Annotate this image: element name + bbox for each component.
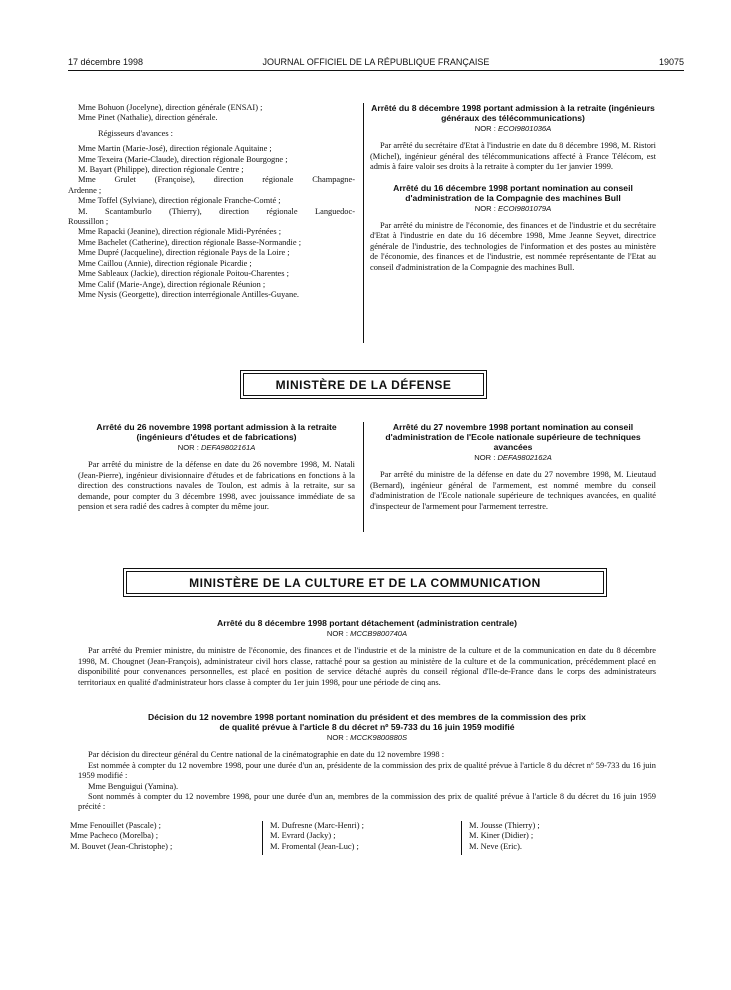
member-item: M. Dufresne (Marc-Henri) ; (270, 821, 364, 830)
nor-label: NOR : (326, 733, 348, 742)
list-item: Mme Bohuon (Jocelyne), direction générale (ENSAI) ; (78, 103, 263, 112)
arrete-title: Arrêté du 26 novembre 1998 portant admission à la retraite (ingénieurs d'études et de fabrications) (96, 422, 337, 442)
nor-code: ECOI9801036A (498, 124, 552, 133)
list-item: M. Bayart (Philippe), direction régionale Centre ; (78, 165, 244, 175)
list-item: Mme Nysis (Georgette), direction interrégionale Antilles-Guyane. (78, 289, 300, 299)
nor-label: NOR : (474, 453, 496, 462)
decision-title-line2: de qualité prévue à l'article 8 du décret nº 59-733 du 16 juin 1959 modifié (219, 722, 515, 732)
column-divider (262, 821, 263, 855)
nor-code: ECOI9801079A (498, 203, 552, 213)
nor-label: NOR : (474, 203, 496, 213)
header-page-number: 19075 (658, 57, 684, 67)
member-item: M. Evrard (Jacky) ; (270, 831, 336, 841)
defense-right (370, 422, 656, 512)
arrete-title: Arrêté du 27 novembre 1998 portant nomination au conseil d'administration de l'Ecole nationale supérieure de techniques avancées (385, 422, 641, 452)
arrete-body: Par arrêté du secrétaire d'Etat à l'industrie en date du 8 décembre 1998, M. Ristori (Michel), ingénieur général des télécommunications affecté à France Télécom, est admis à faire valoir ses droits à la retraite à compter du 1er janvier 1999. (370, 141, 656, 172)
page-header (68, 57, 684, 71)
ministry-heading-box (123, 568, 607, 597)
list-item: Roussillon ; (68, 217, 109, 227)
list-item: M. Scantamburlo (Thierry), direction régionale Languedoc- (78, 206, 355, 216)
header-journal-title: JOURNAL OFFICIEL DE LA RÉPUBLIQUE FRANÇAISE (262, 57, 490, 67)
members-column-3 (469, 821, 654, 852)
decision-paragraph: Mme Benguigui (Yamina). (88, 781, 179, 791)
nor-reference (78, 629, 656, 639)
column-divider (363, 422, 364, 532)
list-item: Mme Bachelet (Catherine), direction régionale Basse-Normandie ; (78, 237, 302, 247)
defense-left (78, 422, 355, 512)
nor-code: MCCK9800880S (350, 733, 408, 742)
member-item: M. Fromental (Jean-Luc) ; (270, 841, 359, 851)
list-item: Mme Toffel (Sylviane), direction régionale Franche-Comté ; (78, 196, 281, 206)
decision-paragraph: Par décision du directeur général du Centre national de la cinématographie en date du 12 novembre 1998 : (88, 750, 445, 760)
member-item: Mme Fenouillet (Pascale) ; (70, 821, 161, 830)
arrete-title: Arrêté du 8 décembre 1998 portant admission à la retraite (ingénieurs généraux des télécommunications) (371, 103, 655, 123)
nor-reference (78, 733, 656, 743)
header-date: 17 décembre 1998 (68, 57, 144, 67)
member-item: M. Neve (Eric). (469, 841, 523, 851)
ministry-heading: MINISTÈRE DE LA DÉFENSE (275, 377, 452, 392)
list-item: Mme Martin (Marie-José), direction régionale Aquitaine ; (78, 144, 272, 154)
nor-reference (78, 443, 355, 453)
list-item: Mme Pinet (Nathalie), direction générale. (78, 113, 218, 123)
arrete-body: Par arrêté du ministre de la défense en date du 27 novembre 1998, M. Lieutaud (Bernard), ingénieur général de l'armement, est nommé membre du conseil d'administration de l'Ecole nationale supérieure de techniques avancées, en qualité d'inspecteur de l'armement pour l'armement terrestre. (370, 470, 656, 511)
decision-title-line1: Décision du 12 novembre 1998 portant nomination du président et des membres de la commission des prix (148, 712, 586, 722)
member-item: M. Bouvet (Jean-Christophe) ; (70, 841, 173, 851)
list-item: Mme Calif (Marie-Ange), direction régionale Réunion ; (78, 279, 266, 289)
nor-label: NOR : (326, 629, 348, 638)
list-item: Mme Rapacki (Jeanine), direction régionale Midi-Pyrénées ; (78, 227, 282, 237)
list-item: Mme Sableaux (Jackie), direction régionale Poitou-Charentes ; (78, 269, 289, 279)
nor-code: MCCB9800740A (350, 629, 408, 638)
header-rule (68, 70, 684, 71)
ministry-heading: MINISTÈRE DE LA CULTURE ET DE LA COMMUNICATION (189, 575, 541, 590)
list-item: Mme Texeira (Marie-Claude), direction régionale Bourgogne ; (78, 154, 288, 164)
list-item: Ardenne ; (68, 185, 102, 195)
member-item: Mme Pacheco (Morelba) ; (70, 831, 159, 841)
nor-reference (370, 124, 656, 134)
decision-paragraph: Sont nommés à compter du 12 novembre 1998, pour une durée d'un an, membres de la commission des prix de qualité prévue à l'article 8 du décret du 16 juin 1959 précité : (78, 792, 656, 812)
members-column-1 (70, 821, 255, 852)
nor-label: NOR : (177, 443, 199, 452)
culture-decision (78, 712, 656, 813)
list-item: Mme Dupré (Jacqueline), direction régionale Pays de la Loire ; (78, 248, 290, 258)
arrete-body: Par arrêté du ministre de la défense en date du 26 novembre 1998, M. Natali (Jean-Pierre), ingénieur divisionnaire d'études et de fabrications en fonctions à la direction des constructions navales de Toulon, est admis à la retraite, sur sa demande, pour compter du 3 décembre 1998, avec jouissance immédiate de sa pension et sera radié des cadres à compter du même jour. (78, 460, 355, 512)
nor-code: DEFA9802162A (497, 453, 552, 462)
member-item: M. Kiner (Didier) ; (469, 831, 534, 841)
right-column-top (370, 103, 656, 273)
ministry-heading-box (240, 370, 487, 399)
arrete-body: Par arrêté du Premier ministre, du ministre de l'économie, des finances et de l'industrie et de la ministre de la culture et de la communication en date du 8 décembre 1998, M. Chougnet (Jean-François), administrateur civil hors classe, rattaché pour sa gestion au ministère de la culture et de la communication, précédemment placé en disponibilité pour convenances personnelles, est placé en position de service détaché auprès du conseil régional d'Ile-de-France dans le corps des administrateurs territoriaux en qualité d'administrateur hors classe à compter du 1er juin 1998, pour une période de cinq ans. (78, 646, 656, 687)
list-item: Mme Grulet (Françoise), direction régionale Champagne- (78, 175, 355, 185)
arrete-title: Arrêté du 8 décembre 1998 portant détachement (administration centrale) (217, 618, 517, 628)
culture-arrete (78, 618, 656, 688)
column-divider (363, 103, 364, 343)
list-item: Mme Caillou (Annie), direction régionale Picardie ; (78, 258, 252, 268)
nor-reference (370, 204, 656, 214)
column-divider (461, 821, 462, 855)
members-column-2 (270, 821, 455, 852)
nor-reference (370, 453, 656, 463)
member-item: M. Jousse (Thierry) ; (469, 821, 540, 830)
list-subheading: Régisseurs d'avances : (98, 128, 174, 138)
nor-label: NOR : (474, 124, 496, 133)
left-list (68, 103, 355, 300)
arrete-body: Par arrêté du ministre de l'économie, des finances et de l'industrie et du secrétaire d'Etat à l'industrie en date du 16 décembre 1998, Mme Jeanne Seyvet, directrice générale de l'industrie, des technologies de l'information et des postes au ministère de l'économie, des finances et de l'industrie, est nommée représentante de l'Etat au conseil d'administration de la Compagnie des machines Bull. (370, 221, 656, 272)
decision-paragraph: Est nommée à compter du 12 novembre 1998, pour une durée d'un an, présidente de la commission des prix de qualité prévue à l'article 8 du décret nº 59-733 du 16 juin 1959 modifié : (78, 760, 656, 781)
nor-code: DEFA9802161A (200, 443, 256, 452)
arrete-title: Arrêté du 16 décembre 1998 portant nomination au conseil d'administration de la Compagnie des machines Bull (393, 182, 633, 203)
